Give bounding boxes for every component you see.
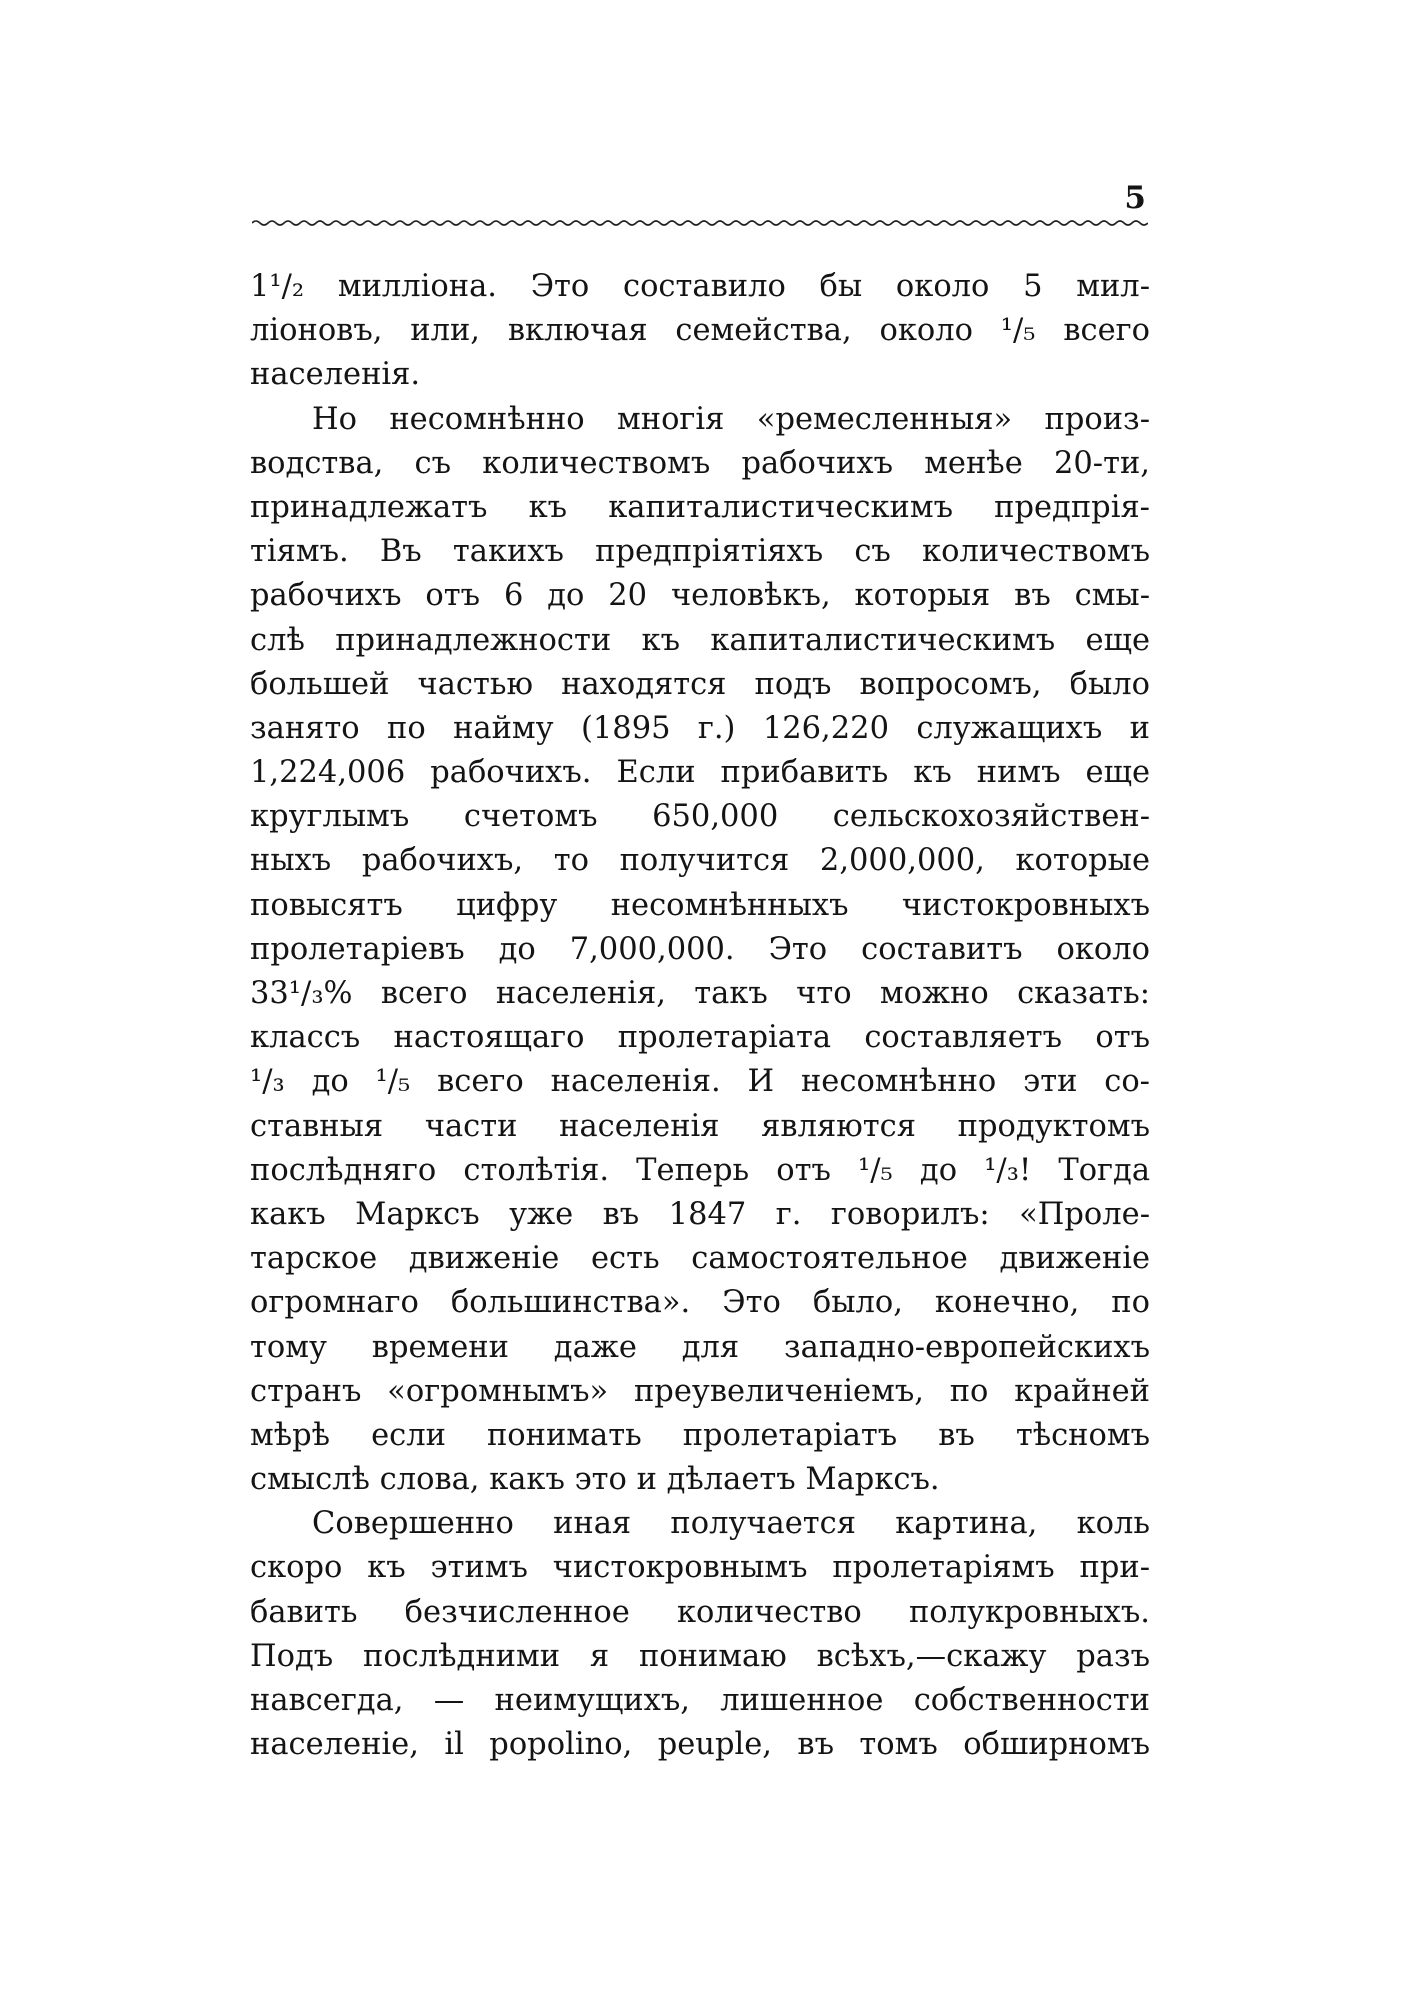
- text-line: водства, съ количествомъ рабочихъ менѣе 20-ти,: [250, 445, 1150, 481]
- text-line: бавить безчисленное количество полукровныхъ.: [250, 1594, 1150, 1630]
- text-line: ставныя части населенія являются продуктомъ: [250, 1108, 1150, 1144]
- text-line: пролетаріевъ до 7,000,000. Это составитъ около: [250, 931, 1150, 967]
- text-line: большей частью находятся подъ вопросомъ, было: [250, 666, 1150, 702]
- text-line: населенія.: [250, 357, 421, 393]
- text-line: рабочихъ отъ 6 до 20 человѣкъ, которыя въ смы-: [250, 578, 1150, 614]
- text-line: круглымъ счетомъ 650,000 сельскохозяйствен-: [250, 799, 1150, 835]
- text-line: населеніе, il popolino, peuple, въ томъ обширномъ: [250, 1727, 1150, 1763]
- text-line: занято по найму (1895 г.) 126,220 служащихъ и: [250, 710, 1150, 746]
- text-line: ¹/₃ до ¹/₅ всего населенія. И несомнѣнно эти со-: [250, 1064, 1150, 1100]
- text-line: огромнаго большинства». Это было, конечно, по: [250, 1285, 1150, 1321]
- text-line: какъ Марксъ уже въ 1847 г. говорилъ: «Проле-: [250, 1196, 1150, 1232]
- body-text: [250, 265, 1150, 1767]
- text-line: мѣрѣ если понимать пролетаріатъ въ тѣсномъ: [250, 1417, 1150, 1453]
- text-line: Но несомнѣнно многія «ремесленныя» произ-: [312, 401, 1150, 437]
- text-line: навсегда, — неимущихъ, лишенное собственности: [250, 1683, 1150, 1718]
- text-line: ныхъ рабочихъ, то получится 2,000,000, которые: [250, 843, 1150, 879]
- text-line: принадлежатъ къ капиталистическимъ предпрія-: [250, 489, 1150, 525]
- text-line: слѣ принадлежности къ капиталистическимъ еще: [250, 622, 1150, 658]
- text-line: повысятъ цифру несомнѣнныхъ чистокровныхъ: [250, 887, 1150, 923]
- text-line: послѣдняго столѣтія. Теперь отъ ¹/₅ до ¹/₃! Тогда: [250, 1152, 1150, 1188]
- text-line: Совершенно иная получается картина, коль: [312, 1506, 1150, 1542]
- text-line: тіямъ. Въ такихъ предпріятіяхъ съ количествомъ: [250, 534, 1150, 570]
- page-number: 5: [1124, 180, 1146, 216]
- text-line: 1,224,006 рабочихъ. Если прибавить къ нимъ еще: [250, 755, 1150, 791]
- text-line: классъ настоящаго пролетаріата составляетъ отъ: [250, 1020, 1150, 1056]
- header-rule: [252, 218, 1148, 228]
- text-line: ліоновъ, или, включая семейства, около ¹/₅ всего: [250, 313, 1150, 349]
- text-line: тому времени даже для западно-европейскихъ: [250, 1329, 1150, 1365]
- text-line: Подъ послѣдними я понимаю всѣхъ,—скажу разъ: [250, 1638, 1150, 1674]
- text-line: тарское движеніе есть самостоятельное движеніе: [250, 1241, 1150, 1277]
- text-line: странъ «огромнымъ» преувеличеніемъ, по крайней: [250, 1373, 1150, 1409]
- text-line: смыслѣ слова, какъ это и дѣлаетъ Марксъ.: [250, 1462, 940, 1498]
- text-line: скоро къ этимъ чистокровнымъ пролетаріямъ при-: [250, 1550, 1150, 1586]
- text-line: 1¹/₂ милліона. Это составило бы около 5 мил-: [250, 269, 1150, 304]
- text-line: 33¹/₃% всего населенія, такъ что можно сказать:: [250, 976, 1150, 1011]
